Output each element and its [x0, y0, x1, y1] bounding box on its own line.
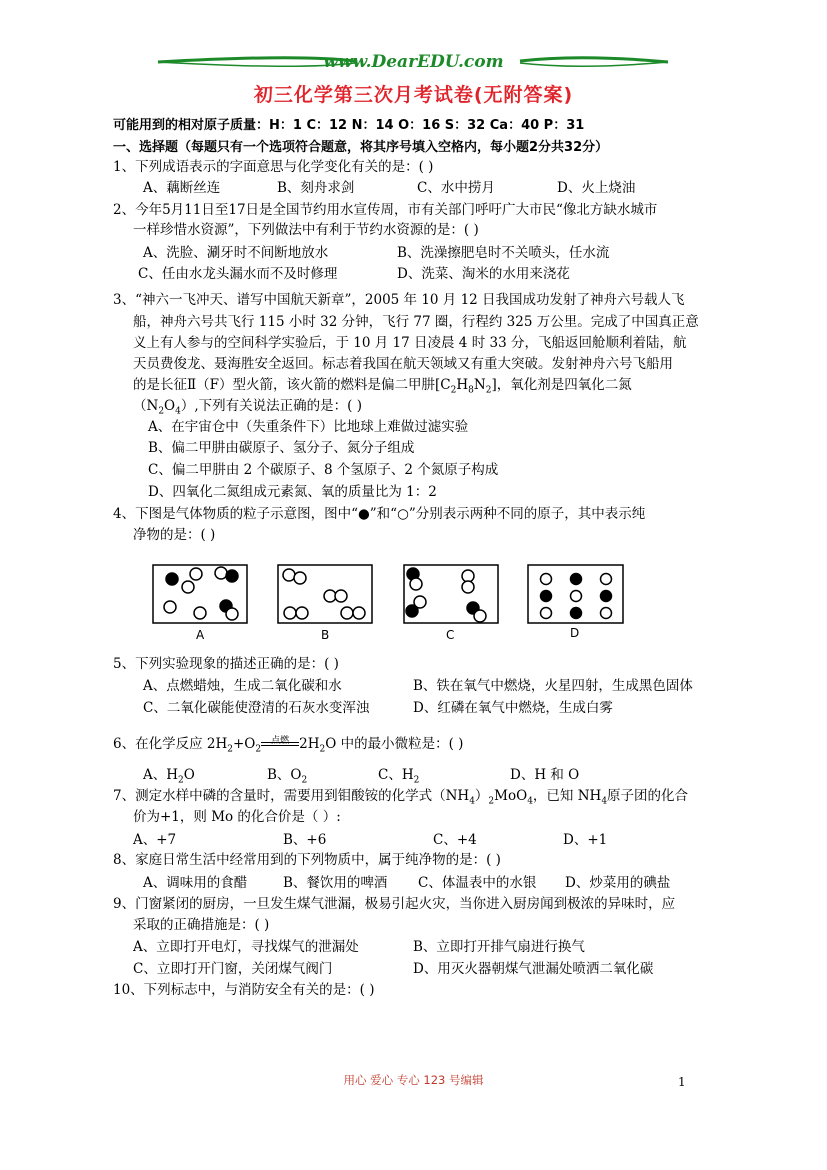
panel-b — [278, 565, 372, 623]
q9-option-c: C、立即打开门窗，关闭煤气阀门 — [133, 961, 333, 977]
question-10-stem: 10、下列标志中，与消防安全有关的是：( ) — [113, 982, 375, 998]
panel-a — [153, 565, 247, 623]
panel-label-b: B — [321, 628, 330, 642]
question-6-stem: 6、在化学反应 $2H_2+O_2$ 点燃 $2H_2O$ 中的最小微粒是：( ) — [113, 736, 464, 755]
panel-d — [528, 565, 623, 623]
panel-label-d: D — [570, 626, 580, 640]
q6-option-b: B、$O_2$ — [267, 767, 308, 786]
footer-text: 用心 爱心 专心 123 号编辑 — [343, 1073, 484, 1087]
q1-option-b: B、刻舟求剑 — [277, 180, 355, 196]
question-3-line-4: 天员费俊龙、聂海胜安全返回。标志着我国在航天领域又有重大突破。发射神舟六号飞船用 — [133, 356, 673, 372]
q6-option-d: D、H 和 O — [510, 767, 580, 783]
question-3-line-6: $(N_2O_4)$,下列有关说法正确的是：( ) — [133, 398, 362, 417]
q2-option-b: B、洗澡擦肥皂时不关喷头，任水流 — [397, 245, 610, 261]
question-9-line-2: 采取的正确措施是：( ) — [133, 917, 270, 933]
panel-c — [404, 565, 498, 623]
question-2-line-2: 一样珍惜水资源”，下列做法中有利于节约水资源的是：( ) — [133, 222, 479, 238]
q2-option-d: D、洗菜、淘米的水用来浇花 — [397, 266, 570, 282]
question-3-line-5: 的是长征Ⅱ（F）型火箭，该火箭的燃料是偏二甲肼$[C_2H_8N_2]$，氧化剂是四氧化二氮 — [133, 377, 632, 396]
reaction-condition: 点燃 — [271, 736, 290, 746]
q3-option-a: A、在宇宙仓中（失重条件下）比地球上难做过滤实验 — [148, 419, 469, 435]
q2-option-c: C、任由水龙头漏水而不及时修理 — [138, 266, 338, 282]
q5-option-c: C、二氧化碳能使澄清的石灰水变浑浊 — [143, 700, 370, 716]
question-3-line-2: 船，神舟六号共飞行 115 小时 32 分钟，飞行 77 圈，行程约 325 万公里。完成了中国真正意 — [133, 314, 699, 330]
question-3-line-3: 义上有人参与的空间科学实验后，于 10 月 17 日凌晨 4 时 33 分，飞船返回舱顺利着陆，航 — [133, 335, 687, 351]
panel-label-a: A — [196, 628, 205, 642]
question-2-line-1: 2、今年5月11日至17日是全国节约用水宣传周，市有关部门呼吁广大市民“像北方缺水城市 — [113, 202, 658, 218]
q7-option-b: B、+6 — [283, 832, 327, 848]
q5-option-b: B、铁在氧气中燃烧，火星四射，生成黑色固体 — [413, 678, 693, 694]
q3-option-b: B、偏二甲肼由碳原子、氢分子、氮分子组成 — [148, 440, 415, 456]
q6-option-a: A、$H_2O$ — [143, 767, 195, 786]
q9-option-d: D、用灭火器朝煤气泄漏处喷洒二氧化碳 — [413, 961, 654, 977]
q5-option-d: D、红磷在氧气中燃烧，生成白雾 — [413, 700, 613, 716]
q2-option-a: A、洗脸、涮牙时不间断地放水 — [143, 245, 329, 261]
question-4-line-1: 4、下图是气体物质的粒子示意图，图中“●”和“○”分别表示两种不同的原子，其中表示纯 — [113, 506, 646, 522]
q9-option-a: A、立即打开电灯，寻找煤气的泄漏处 — [133, 939, 359, 955]
q1-option-d: D、火上烧油 — [557, 180, 636, 196]
atomic-masses: 可能用到的相对原子质量：H：1 C：12 N：14 O：16 S：32 Ca：40 P：31 — [113, 118, 585, 133]
q5-option-a: A、点燃蜡烛，生成二氧化碳和水 — [143, 678, 342, 694]
q7-option-a: A、+7 — [133, 832, 177, 848]
q1-option-a: A、藕断丝连 — [143, 180, 221, 196]
question-1-stem: 1、下列成语表示的字面意思与化学变化有关的是：( ) — [113, 159, 434, 175]
question-9-line-1: 9、门窗紧闭的厨房，一旦发生煤气泄漏，极易引起火灾，当你进入厨房闻到极浓的异味时，应 — [113, 896, 676, 912]
q8-option-a: A、调味用的食醋 — [143, 875, 248, 891]
page-title: 初三化学第三次月考试卷(无附答案) — [253, 84, 574, 106]
question-3-line-1: 3、“神六一飞冲天、谱写中国航天新章”，2005 年 10 月 12 日我国成功发射了神舟六号载人飞 — [113, 292, 685, 308]
section-heading: 一、选择题（每题只有一个选项符合题意，将其序号填入空格内，每小题2分共32分） — [113, 140, 609, 155]
question-5-stem: 5、下列实验现象的描述正确的是：( ) — [113, 656, 339, 672]
q3-option-d: D、四氧化二氮组成元素氮、氧的质量比为 1：2 — [148, 484, 437, 500]
q8-option-c: C、体温表中的水银 — [418, 875, 537, 891]
q1-option-c: C、水中捞月 — [417, 180, 495, 196]
question-4-line-2: 净物的是：( ) — [133, 527, 216, 543]
q7-option-d: D、+1 — [563, 832, 608, 848]
q3-option-c: C、偏二甲肼由 2 个碳原子、8 个氢原子、2 个氮原子构成 — [148, 462, 499, 478]
question-8-stem: 8、家庭日常生活中经常用到的下列物质中，属于纯净物的是：( ) — [113, 852, 501, 868]
q8-option-d: D、炒菜用的碘盐 — [565, 875, 671, 891]
q7-option-c: C、+4 — [433, 832, 477, 848]
question-7-line-1: 7、测定水样中磷的含量时，需要用到钼酸铵的化学式$(NH_4)_2MoO_4$，已知 $NH_4$原子团的化合 — [113, 788, 689, 807]
site-name[interactable]: www.DearEDU.com — [323, 52, 504, 72]
question-7-line-2: 价为+1，则 Mo 的化合价是（ ）: — [133, 809, 341, 825]
q9-option-b: B、立即打开排气扇进行换气 — [413, 939, 585, 955]
q8-option-b: B、餐饮用的啤酒 — [283, 875, 388, 891]
particle-diagram — [150, 562, 630, 644]
panel-label-c: C — [446, 628, 455, 642]
page-number: 1 — [678, 1075, 686, 1089]
q6-option-c: C、$H_2$ — [378, 767, 420, 786]
